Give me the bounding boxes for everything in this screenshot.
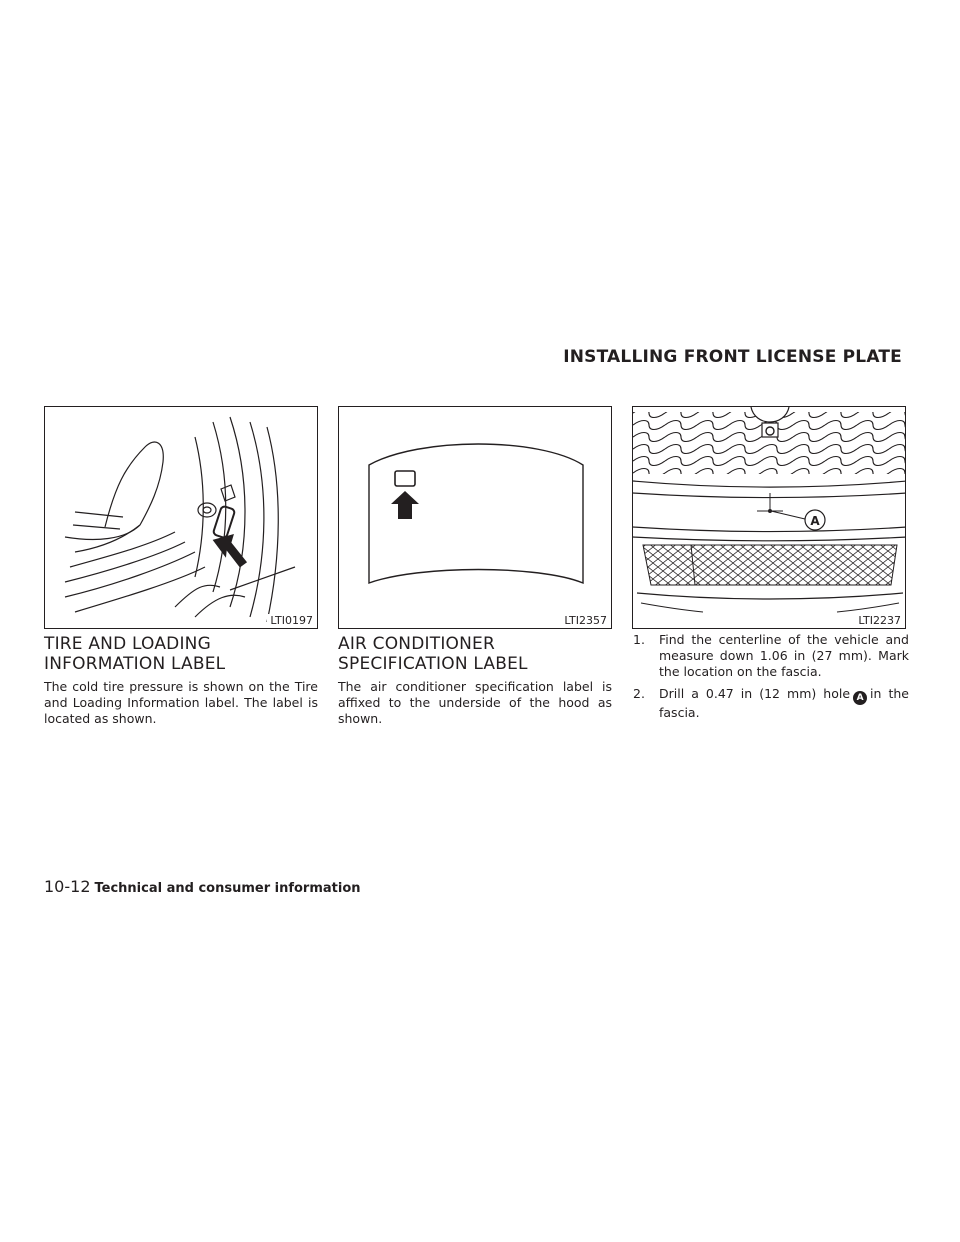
step-text-after: in the fascia. <box>659 686 909 720</box>
ac-label-figure <box>338 406 612 629</box>
heading-line-2: SPECIFICATION LABEL <box>338 654 528 674</box>
tire-label-figure <box>44 406 318 629</box>
step-text: Find the centerline of the vehicle and measure down 1.06 in (27 mm). Mark the location on the fascia. <box>659 632 909 679</box>
step-number: 1. <box>633 632 645 647</box>
heading-line-1: AIR CONDITIONER <box>338 634 495 654</box>
section-title: INSTALLING FRONT LICENSE PLATE <box>563 347 902 367</box>
heading-line-2: INFORMATION LABEL <box>44 654 226 674</box>
step-item <box>633 686 909 721</box>
label-outline <box>395 471 415 486</box>
figure-code: LTI2357 <box>561 614 607 627</box>
front-fascia-figure <box>632 406 906 629</box>
callout-a-text: A <box>810 514 820 528</box>
license-plate-steps <box>633 632 909 727</box>
callout-a-icon: A <box>853 691 867 705</box>
figure-code: LTI0197 <box>267 614 313 627</box>
heading-line-1: TIRE AND LOADING <box>44 634 211 654</box>
tire-label-body: The cold tire pressure is shown on the Tire and Loading Information label. The label is located as shown. <box>44 679 318 726</box>
chapter-title: Technical and consumer information <box>94 881 361 896</box>
ac-label-heading <box>338 634 618 674</box>
step-item <box>633 632 909 680</box>
door-jamb-illustration <box>45 407 318 629</box>
tire-label-heading <box>44 634 324 674</box>
page-number: 10-12 <box>44 877 91 896</box>
hood-illustration <box>339 407 612 629</box>
fascia-illustration <box>633 407 906 629</box>
ac-label-body: The air conditioner specification label is affixed to the underside of the hood as shown. <box>338 679 612 726</box>
figure-code: LTI2237 <box>855 614 901 627</box>
step-text-before: Drill a 0.47 in (12 mm) hole <box>659 686 851 701</box>
page-footer <box>44 877 361 896</box>
step-number: 2. <box>633 686 645 701</box>
arrow-icon <box>391 491 419 519</box>
